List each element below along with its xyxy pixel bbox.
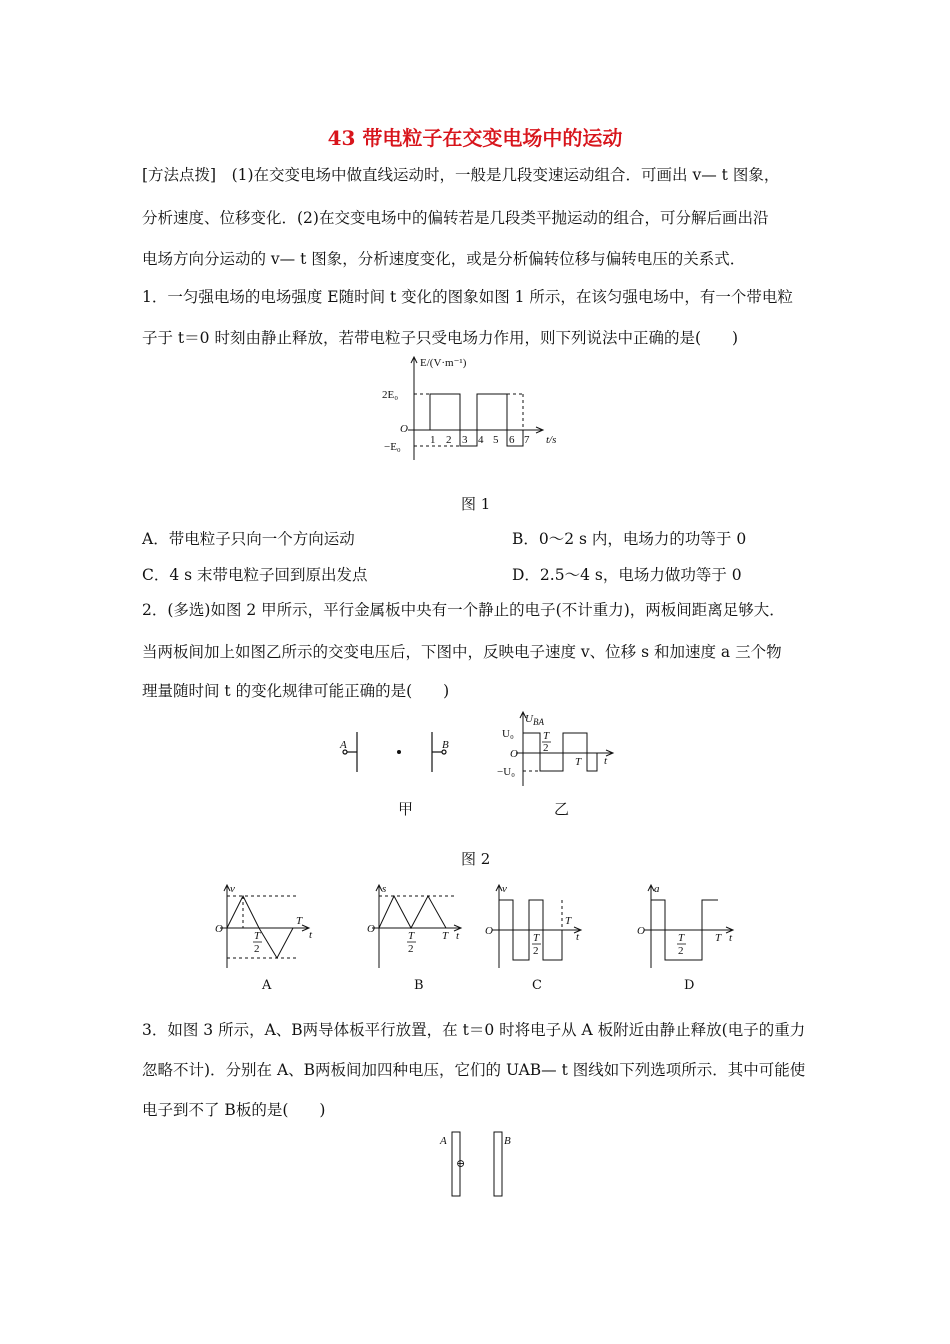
svg-text:2: 2 [533,945,539,957]
yi-T: T [575,756,582,768]
q1-line-2: 子于 t＝0 时刻由静止释放，若带电粒子只受电场力作用，则下列说法中正确的是( ) [142,329,739,347]
choice-c-label[interactable]: C [532,978,542,993]
figure-1-graph [370,352,570,472]
figure-1-caption: 图 1 [461,495,491,513]
fig1-tick-3: 3 [462,434,468,446]
yi-t: t [604,755,608,767]
fig3-plate-b [494,1132,502,1196]
fig1-tick-1: 1 [430,434,436,446]
svg-text:T: T [408,930,415,942]
svg-text:T: T [678,932,685,944]
choice-a-T: T [296,915,303,927]
choice-b-graph[interactable] [362,882,472,972]
q2-line-3: 理量随时间 t 的变化规律可能正确的是( ) [142,682,450,700]
svg-text:t: t [729,932,733,944]
choice-d-axis: a [654,883,660,895]
q1-option-d[interactable]: D．2.5～4 s，电场力做功等于 0 [512,566,742,584]
fig1-xlabel: t/s [546,434,557,446]
yi-neg-u0: −U₀ [497,766,515,778]
svg-text:O: O [485,925,493,937]
svg-text:O: O [367,923,375,935]
plate-b-label: B [442,739,449,751]
plate-a-label: A [340,739,347,751]
q1-line-1: 1．一匀强电场的电场强度 E随时间 t 变化的图象如图 1 所示，在该匀强电场中，有一个带电粒 [142,288,793,306]
q2-line-2: 当两板间加上如图乙所示的交变电压后，下图中，反映电子速度 v、位移 s 和加速度 a 三个物 [142,643,782,661]
fig3-plate-b-label: B [504,1135,511,1147]
fig3-electron: ⊖ [456,1158,466,1170]
choice-b-label[interactable]: B [414,978,424,993]
q1-option-c[interactable]: C．4 s 末带电粒子回到原出发点 [142,566,368,584]
fig1-neg-e0: −E₀ [384,441,401,453]
fig1-tick-2: 2 [446,434,452,446]
svg-text:2: 2 [408,943,414,955]
choice-c-graph[interactable] [482,882,592,972]
yi-half-num: T [543,730,550,742]
yi-u0: U₀ [502,728,514,740]
svg-text:2: 2 [254,943,260,955]
fig1-ylabel: E/(V·m⁻¹) [420,357,467,369]
choice-b-axis: s [382,883,387,895]
svg-text:T: T [254,930,261,942]
intro-line-2: 分析速度、位移变化．(2)在交变电场中的偏转若是几段类平抛运动的组合，可分解后画出沿 [142,209,769,227]
fig1-tick-6: 6 [509,434,515,446]
q1-option-a[interactable]: A．带电粒子只向一个方向运动 [142,530,355,548]
choice-d-label[interactable]: D [684,978,695,993]
figure-3-plates [434,1128,524,1200]
q3-line-2: 忽略不计)．分别在 A、B两板间加四种电压，它们的 UAB— t 图线如下列选项所示．其中可能使 [142,1061,806,1079]
figure-2-plates [336,728,466,778]
fig1-tick-5: 5 [493,434,499,446]
yi-square-wave [523,733,597,771]
svg-text:T: T [715,932,722,944]
figure-2-sub-yi: 乙 [554,800,570,818]
fig1-tick-7: 7 [524,434,530,446]
figure-2-caption: 图 2 [461,850,491,868]
svg-text:T: T [565,915,572,927]
fig1-tick-4: 4 [478,434,484,446]
figure-2-sub-jia: 甲 [398,800,414,818]
svg-text:O: O [637,925,645,937]
choice-a-axis: v [230,883,235,895]
fig1-origin: O [400,423,408,435]
yi-half-den: 2 [543,742,549,754]
q2-line-1: 2．(多选)如图 2 甲所示，平行金属板中央有一个静止的电子(不计重力)，两板间距离足够大． [142,601,785,619]
electron-dot [397,750,401,754]
choice-a-graph[interactable] [210,882,320,972]
intro-line-3: 电场方向分运动的 v— t 图象，分析速度变化，或是分析偏转位移与偏转电压的关系式． [142,250,746,268]
fig1-pulse-2 [477,394,507,430]
q3-line-1: 3．如图 3 所示，A、B两导体板平行放置，在 t＝0 时将电子从 A 板附近由静止释放(电子的重力 [142,1021,806,1039]
q1-option-b[interactable]: B．0～2 s 内，电场力的功等于 0 [512,530,747,548]
yi-origin: O [510,748,518,760]
figure-2-voltage-graph [490,708,630,788]
choice-c-axis: v [502,883,507,895]
fig3-plate-a-label: A [440,1135,447,1147]
fig1-2e0: 2E₀ [382,389,399,401]
svg-text:t: t [456,930,460,942]
svg-text:T: T [442,930,449,942]
choice-a-origin: O [215,923,223,935]
svg-text:t: t [576,931,580,943]
fig1-pulse-1 [430,394,460,430]
choice-d-graph[interactable] [634,882,744,972]
svg-text:2: 2 [678,945,684,957]
q3-line-3: 电子到不了 B板的是( ) [142,1101,326,1119]
choice-a-label[interactable]: A [262,978,272,993]
page-title: 43 带电粒子在交变电场中的运动 [327,126,623,150]
intro-line-1: [方法点拨] (1)在交变电场中做直线运动时，一般是几段变速运动组合．可画出 v— t 图象， [142,166,780,184]
choice-a-line [227,896,293,958]
svg-text:t: t [309,929,313,941]
choice-b-line [379,896,446,928]
yi-ylabel: $U_{BA}$ [525,713,544,727]
svg-text:T: T [533,932,540,944]
